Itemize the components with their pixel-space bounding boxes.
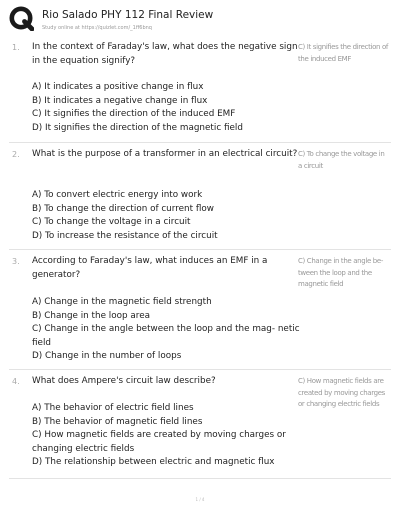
question-list	[0, 36, 400, 479]
option-b: B) Change in the loop area	[32, 310, 150, 321]
option-list	[32, 402, 306, 470]
question-item	[9, 370, 391, 479]
option-c: C) How magnetic fields are created by moving charges or changing electric fields	[32, 430, 286, 454]
question-text: According to Faraday's law, what induces an EMF in a generator?	[32, 256, 268, 280]
option-list	[32, 81, 306, 135]
question-number: 2.	[12, 150, 20, 159]
document-title: Rio Salado PHY 112 Final Review	[42, 9, 214, 21]
option-a: A) Change in the magnetic field strength	[32, 297, 212, 307]
option-d: D) It signifies the direction of the magnetic field	[32, 122, 243, 133]
answer-text: C) To change the voltage in a circuit	[298, 150, 385, 170]
option-b: B) It indicates a negative change in flux	[32, 95, 208, 106]
answer-text: C) Change in the angle be- tween the loop and the magnetic field	[298, 257, 384, 288]
question-number: 1.	[12, 43, 20, 52]
option-c: C) To change the voltage in a circuit	[32, 217, 191, 227]
option-list	[32, 189, 306, 243]
question-item	[9, 143, 391, 250]
page-header	[0, 0, 400, 38]
option-d: D) Change in the number of loops	[32, 351, 182, 361]
quizlet-logo-icon	[9, 6, 34, 31]
answer-text: C) How magnetic fields are created by moving charges or changing electric fields	[298, 377, 385, 408]
option-d: D) The relationship between electric and magnetic flux	[32, 457, 275, 467]
option-c: C) Change in the angle between the loop and the mag- netic field	[32, 324, 300, 348]
option-a: A) To convert electric energy into work	[32, 190, 203, 200]
question-item	[9, 250, 391, 370]
option-a: A) The behavior of electric field lines	[32, 403, 194, 413]
answer-text: C) It signifies the direction of the induced EMF	[298, 43, 389, 63]
question-text: What does Ampere's circuit law describe?	[32, 376, 216, 386]
option-d: D) To increase the resistance of the circuit	[32, 230, 218, 241]
question-number: 4.	[12, 377, 20, 386]
option-b: B) The behavior of magnetic field lines	[32, 416, 203, 427]
page-number: 1 / 4	[195, 497, 205, 502]
document-subtitle: Study online at https://quizlet.com/_1ff6bnq	[42, 25, 152, 31]
option-c: C) It signifies the direction of the induced EMF	[32, 109, 236, 119]
question-item	[9, 36, 391, 143]
option-list	[32, 296, 306, 364]
option-a: A) It indicates a positive change in flux	[32, 82, 204, 92]
question-text: What is the purpose of a transformer in an electrical circuit?	[32, 149, 298, 159]
option-b: B) To change the direction of current flow	[32, 203, 214, 214]
question-text: In the context of Faraday's law, what does the negative sign in the equation signify?	[32, 42, 298, 66]
question-number: 3.	[12, 257, 20, 266]
